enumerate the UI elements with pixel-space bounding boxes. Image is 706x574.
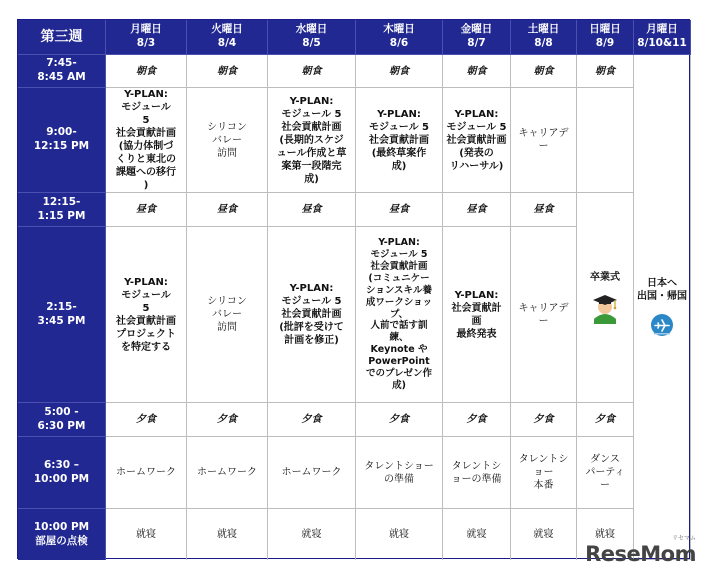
meal-dinner-mon: 夕食	[106, 403, 187, 437]
morning-wed: Y-PLAN: モジュール 5 社会貢献計画 (長期的スケジ ュール作成と草 案第一段階完 成)	[268, 88, 356, 193]
meal-dinner-fri: 夕食	[443, 403, 511, 437]
graduate-icon	[591, 292, 619, 324]
time-evening: 6:30 – 10:00 PM	[18, 437, 106, 509]
schedule-table	[17, 19, 690, 559]
day-header-wed: 水曜日 8/5	[268, 20, 356, 55]
day-header-fri: 金曜日 8/7	[443, 20, 511, 55]
resemom-logo	[585, 535, 696, 566]
time-morning: 9:00- 12:15 PM	[18, 88, 106, 193]
night-thu: 就寝	[356, 509, 443, 560]
night-tue: 就寝	[187, 509, 268, 560]
meal-breakfast-mon: 朝食	[106, 55, 187, 88]
day-header-tue: 火曜日 8/4	[187, 20, 268, 55]
time-dinner: 5:00 - 6:30 PM	[18, 403, 106, 437]
afternoon-thu: Y-PLAN: モジュール 5 社会貢献計画 (コミュニケー ションスキル養 成ワークショッ プ、 人前で話す訓 練、 Keynote や PowerPoint でのプレゼン作 成)	[356, 227, 443, 403]
night-fri: 就寝	[443, 509, 511, 560]
day-header-mon2: 月曜日 8/10&11	[634, 20, 691, 55]
night-wed: 就寝	[268, 509, 356, 560]
afternoon-sat: キャリアデー	[511, 227, 577, 403]
meal-lunch-mon: 昼食	[106, 193, 187, 227]
logo-subtext: リセマム	[672, 535, 696, 542]
meal-lunch-wed: 昼食	[268, 193, 356, 227]
evening-thu: タレントショー の準備	[356, 437, 443, 509]
morning-sun	[577, 88, 634, 193]
meal-dinner-tue: 夕食	[187, 403, 268, 437]
meal-breakfast-fri: 朝食	[443, 55, 511, 88]
morning-fri: Y-PLAN: モジュール 5 社会貢献計画 (発表の リハーサル)	[443, 88, 511, 193]
evening-tue: ホームワーク	[187, 437, 268, 509]
night-mon: 就寝	[106, 509, 187, 560]
meal-dinner-thu: 夕食	[356, 403, 443, 437]
time-afternoon: 2:15- 3:45 PM	[18, 227, 106, 403]
meal-dinner-sun: 夕食	[577, 403, 634, 437]
week-label: 第三週	[18, 20, 106, 55]
morning-thu: Y-PLAN: モジュール 5 社会貢献計画 (最終草案作 成)	[356, 88, 443, 193]
day-header-mon: 月曜日 8/3	[106, 20, 187, 55]
logo-text: ReseMom	[585, 542, 696, 566]
meal-lunch-fri: 昼食	[443, 193, 511, 227]
evening-sun: ダンス パーティ ー	[577, 437, 634, 509]
day-header-thu: 木曜日 8/6	[356, 20, 443, 55]
day-header-sun: 日曜日 8/9	[577, 20, 634, 55]
afternoon-fri: Y-PLAN: 社会貢献計 画 最終発表	[443, 227, 511, 403]
meal-breakfast-thu: 朝食	[356, 55, 443, 88]
morning-mon: Y-PLAN: モジュール 5 社会貢献計画 (協力体制づ くりと東北の 課題への移行 )	[106, 88, 187, 193]
night-sat: 就寝	[511, 509, 577, 560]
meal-breakfast-wed: 朝食	[268, 55, 356, 88]
meal-lunch-thu: 昼食	[356, 193, 443, 227]
meal-lunch-sat: 昼食	[511, 193, 577, 227]
afternoon-mon: Y-PLAN: モジュール 5 社会貢献計画 プロジェクト を特定する	[106, 227, 187, 403]
airplane-icon	[650, 313, 674, 337]
day-header-sat: 土曜日 8/8	[511, 20, 577, 55]
morning-sat: キャリアデー	[511, 88, 577, 193]
meal-dinner-sat: 夕食	[511, 403, 577, 437]
afternoon-wed: Y-PLAN: モジュール 5 社会貢献計画 (批評を受けて 計画を修正)	[268, 227, 356, 403]
time-night: 10:00 PM 部屋の点検	[18, 509, 106, 560]
meal-dinner-wed: 夕食	[268, 403, 356, 437]
ceremony-label: 卒業式	[590, 272, 620, 283]
ceremony-cell	[577, 193, 634, 403]
meal-breakfast-sat: 朝食	[511, 55, 577, 88]
time-breakfast: 7:45- 8:45 AM	[18, 55, 106, 88]
meal-breakfast-sun: 朝食	[577, 55, 634, 88]
departure-label: 日本へ 出国・帰国	[637, 278, 687, 302]
morning-tue: シリコン バレー 訪問	[187, 88, 268, 193]
afternoon-tue: シリコン バレー 訪問	[187, 227, 268, 403]
meal-breakfast-tue: 朝食	[187, 55, 268, 88]
time-lunch: 12:15- 1:15 PM	[18, 193, 106, 227]
night-sun: 就寝	[577, 509, 634, 560]
departure-cell	[634, 55, 691, 560]
evening-sat: タレントシ ョー 本番	[511, 437, 577, 509]
evening-mon: ホームワーク	[106, 437, 187, 509]
meal-lunch-tue: 昼食	[187, 193, 268, 227]
evening-wed: ホームワーク	[268, 437, 356, 509]
evening-fri: タレントシ ョーの準備	[443, 437, 511, 509]
